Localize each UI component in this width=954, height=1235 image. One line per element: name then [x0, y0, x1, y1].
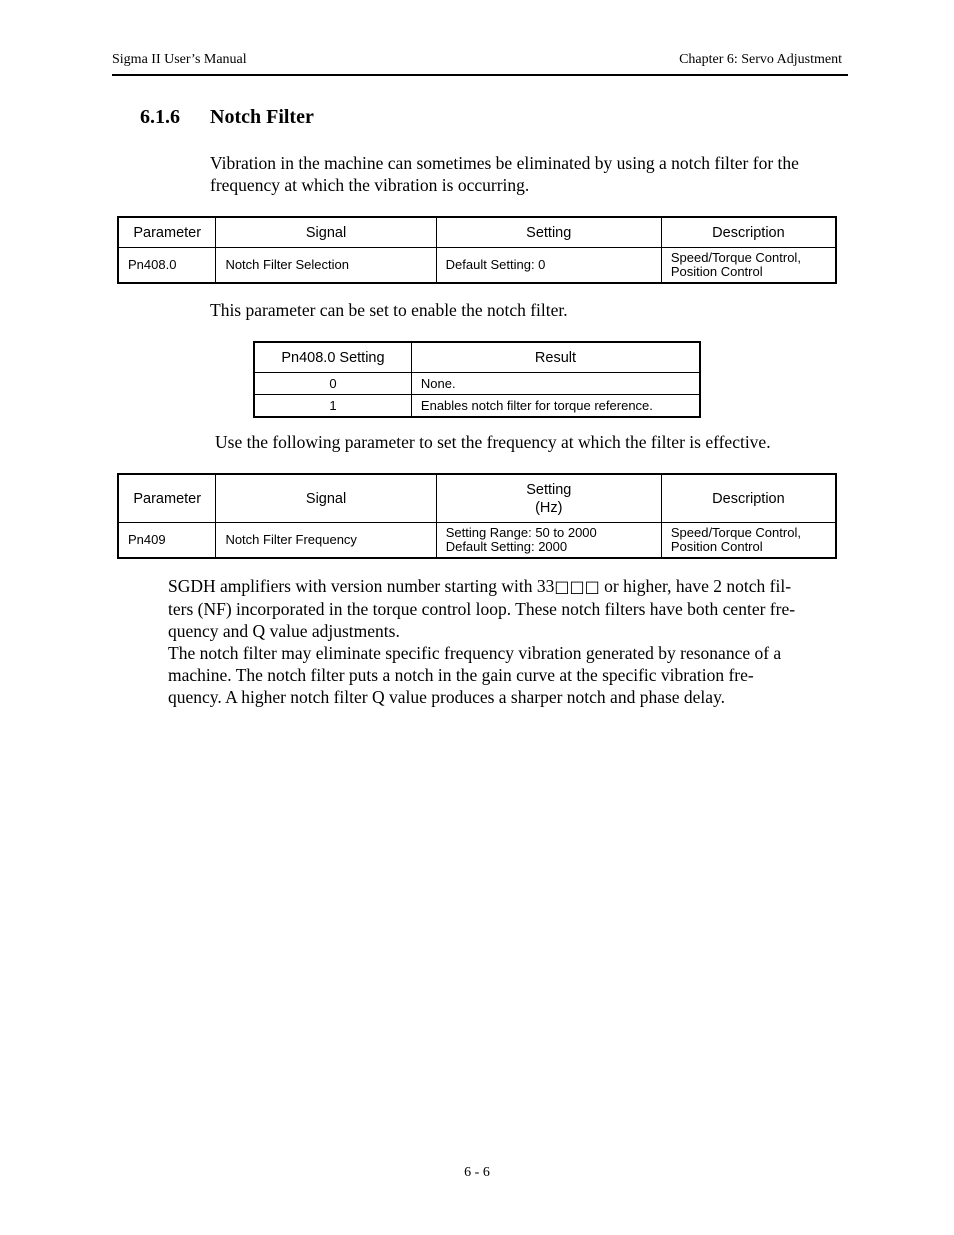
pn408-settings-table	[253, 341, 701, 418]
setting-range: Setting Range: 50 to 2000	[445, 525, 597, 540]
cell-setting: Default Setting: 0	[436, 248, 661, 284]
table-row	[254, 373, 700, 395]
header-cell-result: Result	[411, 342, 700, 373]
description-line: Position Control	[670, 264, 763, 279]
description-line: Speed/Torque Control,	[670, 250, 801, 265]
section-heading	[140, 106, 314, 129]
notes-text: or higher, have 2 notch fil-	[599, 576, 792, 596]
cell-setting: 1	[254, 395, 411, 418]
header-cell-description: Description	[661, 474, 836, 523]
table-row	[118, 248, 836, 284]
notes-line: The notch filter may eliminate specific frequency vibration generated by resonance of a	[168, 643, 782, 663]
cell-signal: Notch Filter Frequency	[216, 523, 436, 559]
table-row	[254, 395, 700, 418]
header-cell-setting	[436, 474, 661, 523]
description-line: Position Control	[670, 539, 763, 554]
header-manual-title: Sigma II User’s Manual	[112, 52, 247, 67]
setting-header-line: Setting	[526, 481, 572, 498]
table-header-row	[118, 217, 836, 248]
notes-line: quency and Q value adjustments.	[168, 621, 400, 641]
table-row	[118, 523, 836, 559]
cell-signal: Notch Filter Selection	[216, 248, 436, 284]
header-cell-signal: Signal	[216, 217, 436, 248]
cell-setting: 0	[254, 373, 411, 395]
page-number: 6 - 6	[464, 1165, 490, 1180]
header-cell-description: Description	[661, 217, 836, 248]
header-rule	[112, 74, 848, 76]
header-cell-parameter: Parameter	[118, 217, 216, 248]
cell-parameter: Pn409	[118, 523, 216, 559]
header-cell-parameter: Parameter	[118, 474, 216, 523]
cell-description	[661, 523, 836, 559]
notes-line	[168, 575, 848, 598]
pn409-parameter-table	[117, 473, 837, 559]
intro-line: Vibration in the machine can sometimes be eliminated by using a notch filter for the	[210, 153, 799, 173]
section-title: Notch Filter	[210, 106, 314, 128]
header-cell-setting: Setting	[436, 217, 661, 248]
header-chapter-title: Chapter 6: Servo Adjustment	[679, 52, 842, 67]
description-line: Speed/Torque Control,	[670, 525, 801, 540]
frequency-paragraph: Use the following parameter to set the frequency at which the filter is effective.	[215, 432, 771, 452]
cell-description	[661, 248, 836, 284]
header-cell-signal: Signal	[216, 474, 436, 523]
notch-filter-notes	[168, 575, 848, 708]
cell-setting	[436, 523, 661, 559]
intro-line: frequency at which the vibration is occurring.	[210, 175, 530, 195]
setting-default: Default Setting: 2000	[445, 539, 568, 554]
cell-result: None.	[411, 373, 700, 395]
cell-parameter: Pn408.0	[118, 248, 216, 284]
notes-line: machine. The notch filter puts a notch in the gain curve at the specific vibration fre-	[168, 665, 754, 685]
enable-paragraph: This parameter can be set to enable the notch filter.	[210, 300, 568, 320]
section-number: 6.1.6	[140, 106, 180, 128]
intro-paragraph	[210, 152, 850, 196]
pn408-parameter-table	[117, 216, 837, 284]
version-placeholder-boxes: □□□	[554, 577, 600, 596]
table-header-row	[118, 474, 836, 523]
header-cell-setting: Pn408.0 Setting	[254, 342, 411, 373]
table-header-row	[254, 342, 700, 373]
notes-line: quency. A higher notch filter Q value produces a sharper notch and phase delay.	[168, 687, 726, 707]
notes-line: ters (NF) incorporated in the torque control loop. These notch filters have both center fre-	[168, 599, 796, 619]
setting-header-unit: (Hz)	[535, 499, 563, 516]
notes-text: SGDH amplifiers with version number starting with 33	[168, 576, 555, 596]
cell-result: Enables notch filter for torque reference.	[411, 395, 700, 418]
